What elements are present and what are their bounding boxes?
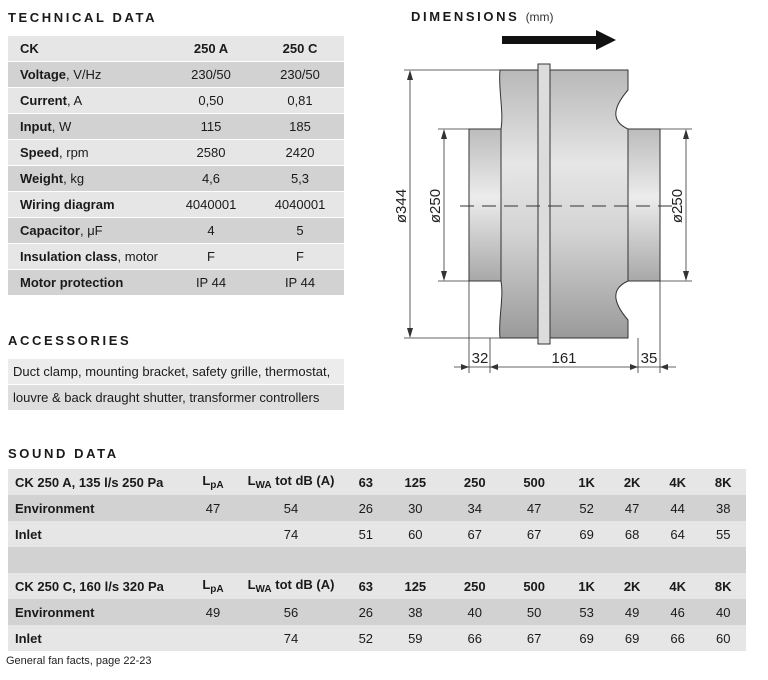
value-250c: 5	[256, 218, 344, 244]
row-label: Capacitor	[20, 223, 80, 238]
band-250: 250	[445, 469, 504, 495]
band-value: 46	[655, 599, 701, 625]
lpa-header: $L_{pA}$	[190, 469, 236, 495]
row-unit: , rpm	[59, 145, 89, 160]
housing-band	[538, 64, 550, 344]
table-row	[8, 88, 344, 114]
sound-header-row	[8, 469, 746, 495]
band-value: 52	[564, 495, 610, 521]
inlet-diameter-label: ø250	[427, 188, 444, 224]
band-value: 55	[700, 521, 746, 547]
band-value: 68	[609, 521, 655, 547]
band-500: 500	[504, 469, 563, 495]
band-4k: 4K	[655, 469, 701, 495]
block-title: CK 250 C, 160 l/s 320 Pa	[8, 573, 190, 599]
band-value: 64	[655, 521, 701, 547]
band-1k: 1K	[564, 573, 610, 599]
model-col-250c: 250 C	[256, 36, 344, 62]
band-value: 60	[386, 521, 445, 547]
lwa-value: 74	[236, 625, 346, 651]
band-125: 125	[386, 469, 445, 495]
row-label: Input	[20, 119, 52, 134]
value-250a: 2580	[166, 140, 256, 166]
band-value: 38	[700, 495, 746, 521]
value-250a: 0,50	[166, 88, 256, 114]
row-label: Environment	[8, 495, 190, 521]
row-label: Current	[20, 93, 67, 108]
row-unit: , μF	[79, 223, 103, 238]
outlet-diameter-label: ø250	[669, 188, 686, 224]
row-label: Motor protection	[20, 275, 124, 290]
airflow-arrow-icon	[502, 30, 616, 50]
band-value: 66	[445, 625, 504, 651]
value-250a: IP 44	[166, 270, 256, 296]
table-row	[8, 114, 344, 140]
table-row	[8, 62, 344, 88]
value-250c: IP 44	[256, 270, 344, 296]
block-title: CK 250 A, 135 l/s 250 Pa	[8, 469, 190, 495]
table-row	[8, 270, 344, 296]
value-250a: 230/50	[166, 62, 256, 88]
accessories-line: louvre & back draught shutter, transformer controllers	[8, 385, 344, 411]
value-250c: F	[256, 244, 344, 270]
band-value: 66	[655, 625, 701, 651]
band-value: 67	[504, 625, 563, 651]
sound-data-heading: SOUND DATA	[8, 446, 119, 461]
model-col-250a: 250 A	[166, 36, 256, 62]
band-value: 67	[445, 521, 504, 547]
lpa-header: $L_{pA}$	[190, 573, 236, 599]
row-unit: , V/Hz	[66, 67, 102, 82]
row-label: Weight	[20, 171, 64, 186]
lwa-header: $L_{WA}$ tot dB (A)	[236, 573, 346, 599]
inlet-length-label: 32	[471, 350, 489, 367]
inlet-pipe	[469, 129, 501, 281]
accessories-list	[8, 359, 344, 411]
band-value: 69	[564, 625, 610, 651]
lpa-value	[190, 625, 236, 651]
body-length-label: 161	[551, 350, 577, 367]
value-250a: 4	[166, 218, 256, 244]
band-500: 500	[504, 573, 563, 599]
row-label: Speed	[20, 145, 60, 160]
band-63: 63	[346, 573, 386, 599]
band-value: 44	[655, 495, 701, 521]
table-row	[8, 625, 746, 651]
value-250a: F	[166, 244, 256, 270]
band-value: 60	[700, 625, 746, 651]
row-unit: , A	[66, 93, 83, 108]
band-value: 67	[504, 521, 563, 547]
band-8k: 8K	[700, 469, 746, 495]
table-row	[8, 218, 344, 244]
band-250: 250	[445, 573, 504, 599]
row-unit: , motor	[117, 249, 159, 264]
outlet-length-label: 35	[640, 350, 658, 367]
band-value: 38	[386, 599, 445, 625]
row-label: Environment	[8, 599, 190, 625]
table-row	[8, 192, 344, 218]
band-value: 26	[346, 495, 386, 521]
model-label: CK	[8, 36, 166, 62]
row-label: Inlet	[8, 625, 190, 651]
lwa-value: 56	[236, 599, 346, 625]
row-label: Wiring diagram	[20, 197, 115, 212]
outer-diameter-label: ø344	[393, 188, 410, 224]
fan-dimension-drawing	[380, 28, 710, 373]
band-value: 69	[564, 521, 610, 547]
sound-header-row	[8, 573, 746, 599]
technical-data-heading: TECHNICAL DATA	[8, 10, 158, 25]
row-unit: , W	[51, 119, 72, 134]
table-row	[8, 495, 746, 521]
value-250c: 0,81	[256, 88, 344, 114]
lpa-value	[190, 521, 236, 547]
band-value: 40	[700, 599, 746, 625]
spacer-row	[8, 547, 746, 573]
table-row	[8, 166, 344, 192]
lwa-value: 74	[236, 521, 346, 547]
value-250c: 5,3	[256, 166, 344, 192]
band-4k: 4K	[655, 573, 701, 599]
outlet-pipe	[628, 129, 660, 281]
value-250c: 2420	[256, 140, 344, 166]
value-250c: 4040001	[256, 192, 344, 218]
band-value: 26	[346, 599, 386, 625]
lpa-value: 49	[190, 599, 236, 625]
lwa-header: $L_{WA}$ tot dB (A)	[236, 469, 346, 495]
table-row	[8, 244, 344, 270]
band-value: 47	[504, 495, 563, 521]
row-label: Voltage	[20, 67, 66, 82]
band-value: 50	[504, 599, 563, 625]
table-row	[8, 521, 746, 547]
band-value: 30	[386, 495, 445, 521]
lpa-value: 47	[190, 495, 236, 521]
technical-data-table	[8, 36, 344, 296]
band-1k: 1K	[564, 469, 610, 495]
band-value: 49	[609, 599, 655, 625]
value-250c: 230/50	[256, 62, 344, 88]
band-2k: 2K	[609, 573, 655, 599]
row-label: Insulation class	[20, 249, 118, 264]
dimensions-unit: (mm)	[525, 10, 554, 24]
value-250c: 185	[256, 114, 344, 140]
row-unit: , kg	[63, 171, 85, 186]
band-value: 47	[609, 495, 655, 521]
lwa-value: 54	[236, 495, 346, 521]
accessories-heading: ACCESSORIES	[8, 333, 132, 348]
accessories-line: Duct clamp, mounting bracket, safety grille, thermostat,	[8, 359, 344, 385]
sound-data-table	[8, 469, 746, 651]
value-250a: 115	[166, 114, 256, 140]
table-row	[8, 599, 746, 625]
dimensions-title: DIMENSIONS	[411, 9, 520, 24]
footnote: General fan facts, page 22-23	[6, 655, 152, 667]
band-value: 59	[386, 625, 445, 651]
band-8k: 8K	[700, 573, 746, 599]
band-2k: 2K	[609, 469, 655, 495]
technical-header-row	[8, 36, 344, 62]
band-value: 51	[346, 521, 386, 547]
value-250a: 4,6	[166, 166, 256, 192]
fan-housing	[500, 70, 628, 338]
band-63: 63	[346, 469, 386, 495]
band-value: 52	[346, 625, 386, 651]
band-value: 53	[564, 599, 610, 625]
value-250a: 4040001	[166, 192, 256, 218]
dimensions-heading	[411, 9, 554, 24]
band-value: 34	[445, 495, 504, 521]
band-value: 40	[445, 599, 504, 625]
band-value: 69	[609, 625, 655, 651]
band-125: 125	[386, 573, 445, 599]
table-row	[8, 140, 344, 166]
row-label: Inlet	[8, 521, 190, 547]
